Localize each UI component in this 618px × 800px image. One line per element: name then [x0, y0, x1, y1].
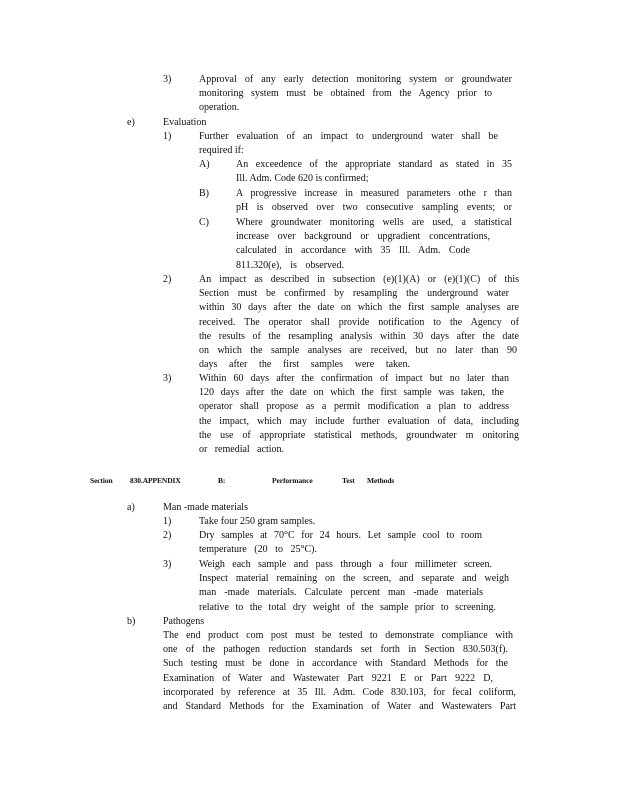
text-line: Such testing must be done in accordance with Standard Methods for the	[163, 658, 508, 670]
text-line: monitoring system must be obtained from the Agency prior to	[199, 88, 492, 100]
sub-letter: B)	[199, 188, 209, 199]
text-line: relative to the total dry weight of the sample prior to screening.	[199, 601, 496, 613]
item-number: 2)	[163, 274, 172, 285]
sub-paragraph-a	[236, 158, 512, 186]
text-line: and Standard Methods for the Examination of Water and Wastewaters Part	[163, 701, 516, 713]
text-line: operation.	[199, 102, 240, 114]
plan-paragraph	[199, 372, 519, 457]
text-line: A progressive increase in measured parameters othe r than	[236, 188, 512, 199]
text-line: operator shall propose as a permit modification a plan to address	[199, 401, 509, 413]
text-line: Examination of Water and Wastewater Part 9221 E or Part 9222 D,	[163, 672, 493, 684]
heading-section-word: Section	[90, 476, 113, 485]
weigh-paragraph	[199, 558, 509, 615]
text-line: on which the sample analyses are received, but no later than 90	[199, 345, 517, 357]
text-line: incorporated by reference at 35 Ill. Adm. Code 830.103, for fecal coliform,	[163, 686, 516, 698]
item-number: 3)	[163, 559, 172, 570]
approval-paragraph	[199, 73, 512, 116]
text-line: Inspect material remaining on the screen, and separate and weigh	[199, 573, 509, 585]
text-line: 811.320(e), is observed.	[236, 259, 344, 271]
text-line: Dry samples at 70°C for 24 hours. Let sample cool to room	[199, 530, 482, 541]
item-number: 1)	[163, 131, 172, 142]
text-line: the results of the resampling analysis within 30 days after the date	[199, 330, 519, 342]
text-line: temperature (20 to 25°C).	[199, 544, 317, 556]
text-line: pH is observed over two consecutive sampling events; or	[236, 202, 512, 214]
impact-paragraph	[199, 273, 519, 372]
text-line: days after the first samples were taken.	[199, 359, 410, 371]
pathogens-paragraph	[163, 629, 516, 714]
section-letter: b)	[127, 616, 136, 627]
text-line: required if:	[199, 145, 244, 157]
text-line: Further evaluation of an impact to underground water shall be	[199, 131, 498, 142]
sub-paragraph-b	[236, 187, 512, 215]
item-number: 3)	[163, 74, 172, 85]
section-title: Man -made materials	[163, 502, 248, 513]
text-line: Within 60 days after the confirmation of impact but no later than	[199, 373, 509, 384]
text-line: within 30 days after the date on which the first sample analyses are	[199, 302, 519, 314]
heading-title-1: Performance	[272, 476, 313, 485]
text-line: 120 days after the date on which the first sample was taken, the	[199, 387, 504, 399]
text-line: the impact, which may include further evaluation of data, including	[199, 415, 519, 427]
section-title: Evaluation	[163, 117, 207, 128]
text-line: one of the pathogen reduction standards set forth in Section 830.503(f).	[163, 644, 508, 656]
dry-samples-paragraph	[199, 529, 482, 557]
sub-paragraph-c	[236, 216, 512, 273]
heading-title-3: Methods	[367, 476, 395, 485]
heading-letter: B:	[218, 476, 226, 485]
text-line: increase over background or upgradient concentrations,	[236, 231, 490, 243]
text-line: Approval of any early detection monitoring system or groundwater	[199, 74, 512, 85]
evaluation-paragraph	[199, 130, 498, 158]
text-line: man -made materials. Calculate percent man -made materials	[199, 587, 483, 599]
heading-appendix: 830.APPENDIX	[130, 476, 181, 485]
text-line: Ill. Adm. Code 620 is confirmed;	[236, 173, 369, 185]
heading-title-2: Test	[342, 476, 355, 485]
item-number: 3)	[163, 373, 172, 384]
text-line: The end product com post must be tested to demonstrate compliance with	[163, 630, 513, 641]
text-line: received. The operator shall provide notification to the Agency of	[199, 316, 519, 328]
text-line: or remedial action.	[199, 444, 284, 456]
item-number: 2)	[163, 530, 172, 541]
text-line: Where groundwater monitoring wells are used, a statistical	[236, 217, 512, 228]
text-line: Section must be confirmed by resampling the underground water	[199, 288, 509, 300]
section-letter: a)	[127, 502, 135, 513]
sub-letter: C)	[199, 217, 209, 228]
text-line: the use of appropriate statistical methods, groundwater m onitoring	[199, 429, 519, 441]
text-line: An exceedence of the appropriate standard as stated in 35	[236, 159, 512, 170]
text-line: An impact as described in subsection (e)(1)(A) or (e)(1)(C) of this	[199, 274, 519, 285]
text-line: Take four 250 gram samples.	[199, 516, 316, 527]
text-line: Weigh each sample and pass through a four millimeter screen.	[199, 559, 492, 570]
section-title: Pathogens	[163, 616, 205, 627]
item-number: 1)	[163, 516, 172, 527]
sub-letter: A)	[199, 159, 210, 170]
section-letter: e)	[127, 117, 135, 128]
text-line: calculated in accordance with 35 Ill. Adm. Code	[236, 245, 470, 257]
